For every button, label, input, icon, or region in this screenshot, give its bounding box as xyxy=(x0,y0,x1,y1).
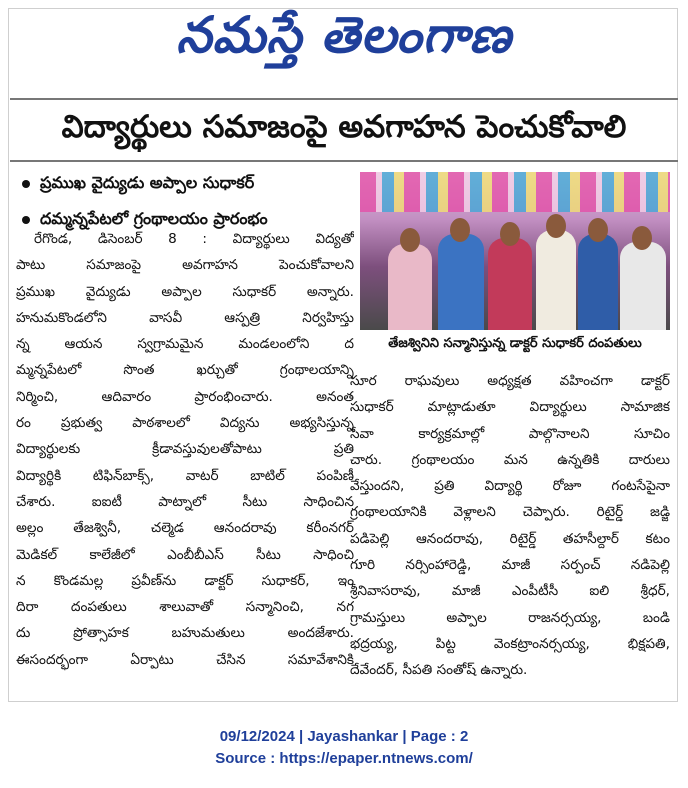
article-column-left xyxy=(16,226,354,673)
photo-person-head xyxy=(500,222,520,246)
text-line: గ్రామస్తులు అప్పాల రాజనర్సయ్య, బండి xyxy=(350,609,670,626)
text-line: రం ప్రభుత్వ పాఠశాలలో విద్యను అభ్యసిస్తున్న xyxy=(16,415,354,432)
photo-person xyxy=(488,238,532,330)
page-footer xyxy=(0,726,688,770)
text-line: ఈసందర్భంగా ఏర్పాటు చేసిన సమావేశానికి xyxy=(16,651,354,668)
text-line: సేవా కార్యక్రమాల్లో పాల్గొనాలని సూచిం xyxy=(350,425,670,442)
text-line: న్న ఆయన స్వగ్రామమైన మండలంలోని ద xyxy=(16,336,354,353)
masthead-logo: నమస్తే తెలంగాణ xyxy=(176,5,512,64)
text-line: సూర రాఘవులు అధ్యక్షత వహించగా డాక్టర్ xyxy=(350,373,670,389)
text-line: పడిపెల్లి ఆనందరావు, రిటైర్డ్ తహసీల్దార్ కటం xyxy=(350,530,670,547)
article-headline: విద్యార్థులు సమాజంపై అవగాహన పెంచుకోవాలి xyxy=(61,108,627,145)
photo-person xyxy=(578,234,618,330)
newspaper-masthead xyxy=(0,0,688,82)
text-line: చేశారు. ఐఐటీ పాట్నాలో సీటు సాధించిన xyxy=(16,493,354,510)
photo-person-head xyxy=(450,218,470,242)
article-column-right xyxy=(350,368,670,684)
photo-person-head xyxy=(632,226,652,250)
article-photo xyxy=(360,172,670,330)
text-line: హనుమకొండలోని వాసవీ ఆస్పత్రి నిర్వహిస్తు xyxy=(16,309,354,326)
text-line: ప్రముఖ వైద్యుడు అప్పాల సుధాకర్ అన్నారు. xyxy=(16,283,354,300)
bullet-text: ప్రముఖ వైద్యుడు అప్పాల సుధాకర్ xyxy=(40,172,255,192)
text-line: భద్రయ్య, పిట్ట వెంకట్రాంనర్సయ్య, భిక్షపతి, xyxy=(350,635,670,652)
text-line: న కొండమల్ల ప్రవీణ్‌ను డాక్టర్ సుధాకర్, ఇం xyxy=(16,572,354,589)
bullet-dot-icon xyxy=(22,216,30,224)
photo-person xyxy=(388,244,432,330)
text-line: నిర్మించి, ఆదివారం ప్రారంభించారు. అనంత xyxy=(16,388,354,405)
bullet-item xyxy=(22,166,352,202)
photo-caption: తేజశ్వినిని సన్మానిస్తున్న డాక్టర్ సుధాకర్ దంపతులు xyxy=(388,336,642,351)
text-line: గూరి నర్సింహారెడ్డి, మాజీ సర్పంచ్ నడిపెల్లి xyxy=(350,557,670,574)
text-line: దేవేందర్, సీపతి సంతోష్ ఉన్నారు. xyxy=(350,662,528,679)
text-line: చారు. గ్రంథాలయం మన ఉన్నతికి దారులు xyxy=(350,451,670,468)
bullet-dot-icon xyxy=(22,180,30,188)
photo-banner-decoration xyxy=(360,172,670,212)
text-line: అల్లం తేజశ్వినీ, చల్మెడ ఆనందరావు కరీంనగర్ xyxy=(16,520,354,537)
text-line: శ్రీనివాసరావు, మాజీ ఎంపీటీసీ ఐలి శ్రీధర్, xyxy=(350,583,670,600)
text-line: పాటు సమాజంపై అవగాహన పెంచుకోవాలని xyxy=(16,257,354,274)
text-line: సుధాకర్ మాట్లాడుతూ విద్యార్థులు సామాజిక xyxy=(350,399,670,416)
text-line: దు ప్రోత్సాహక బహుమతులు అందజేశారు. xyxy=(16,625,354,642)
photo-person-head xyxy=(546,214,566,238)
divider-bottom xyxy=(10,160,678,162)
text-line: విద్యార్థులకు క్రీడావస్తువులతోపాటు ప్రతి xyxy=(16,441,354,458)
text-line: మ్మన్నపేటలో సొంత ఖర్చుతో గ్రంథాలయాన్ని xyxy=(16,362,354,379)
text-line: రేగొండ, డిసెంబర్ 8 : విద్యార్థులు విద్యతో xyxy=(34,231,354,247)
text-line: మెడికల్ కాలేజీలో ఎంబీబీఎస్ సీటు సాధించి xyxy=(16,546,354,563)
photo-person xyxy=(536,230,576,330)
footer-date-page: 09/12/2024 | Jayashankar | Page : 2 xyxy=(219,728,469,745)
text-line: విద్యార్థికి టిఫిన్‌బాక్స్, వాటర్ బాటిల్ పంపిణీ xyxy=(16,467,354,484)
bullet-text: దమ్మన్నపేటలో గ్రంథాలయం ప్రారంభం xyxy=(40,208,268,228)
photo-person xyxy=(620,242,666,330)
text-line: దిరా దంపతులు శాలువాతో సన్మానించి, నగ xyxy=(16,599,354,616)
photo-person-head xyxy=(588,218,608,242)
footer-source-link[interactable]: Source : https://epaper.ntnews.com/ xyxy=(215,750,473,767)
text-line: గ్రంథాలయానికి వెళ్లాలని చెప్పారు. రిటైర్డ్ జడ్జి xyxy=(350,504,670,521)
photo-person-head xyxy=(400,228,420,252)
photo-person xyxy=(438,234,484,330)
divider-top xyxy=(10,98,678,100)
text-line: వేస్తుందని, ప్రతి విద్యార్థి రోజూ గంటసేపైనా xyxy=(350,478,670,495)
